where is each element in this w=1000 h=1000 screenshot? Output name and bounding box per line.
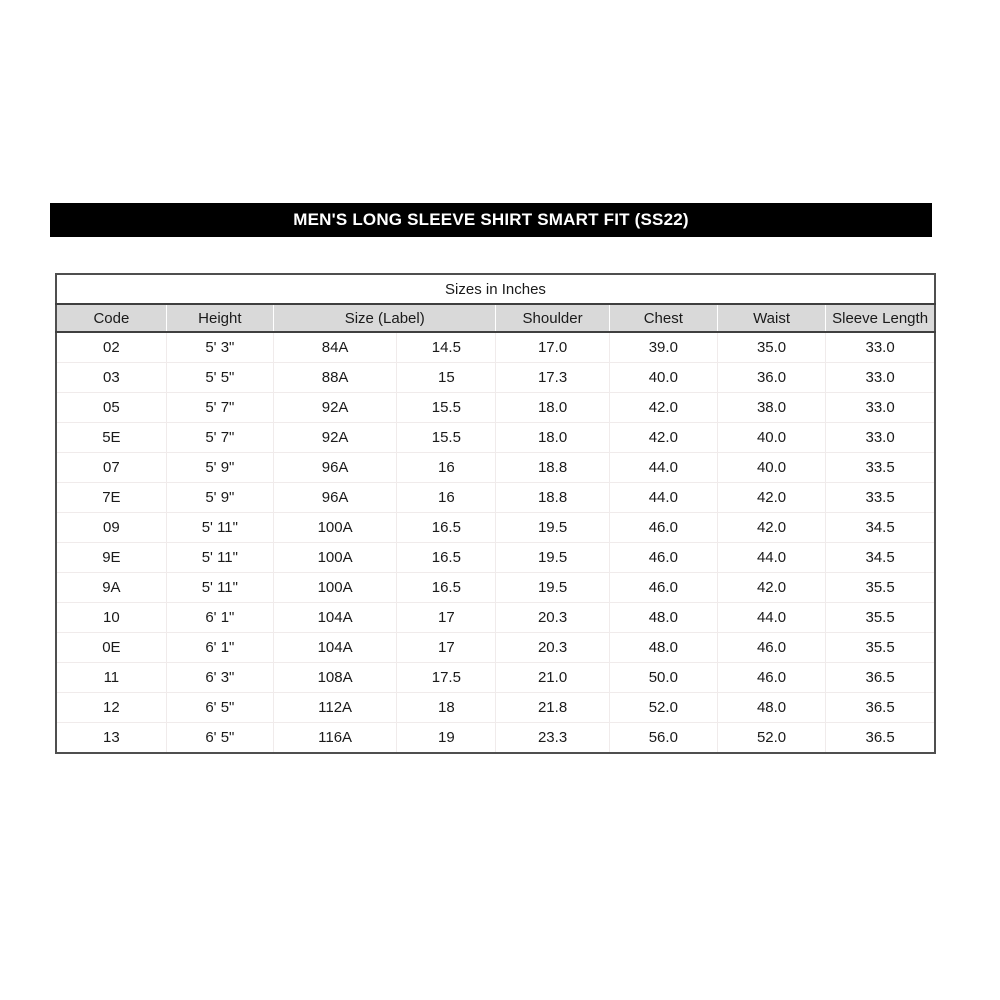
table-cell: 50.0 <box>609 663 717 693</box>
table-cell: 18.0 <box>496 393 609 423</box>
table-row <box>56 393 935 423</box>
table-cell: 35.5 <box>826 633 935 663</box>
table-cell: 52.0 <box>717 723 825 754</box>
table-cell: 44.0 <box>609 453 717 483</box>
table-cell: 84A <box>273 332 396 363</box>
table-cell: 34.5 <box>826 513 935 543</box>
table-cell: 16.5 <box>397 513 496 543</box>
table-cell: 44.0 <box>717 603 825 633</box>
table-cell: 56.0 <box>609 723 717 754</box>
table-caption-row <box>56 274 935 304</box>
table-cell: 02 <box>103 339 120 356</box>
table-row <box>56 693 935 723</box>
table-cell: 104A <box>273 633 396 663</box>
table-cell: 05 <box>56 393 166 423</box>
table-cell: 40.0 <box>609 363 717 393</box>
table-cell: 40.0 <box>717 453 825 483</box>
table-cell: 21.0 <box>496 663 609 693</box>
column-header-sleeve-length: Sleeve Length <box>826 304 935 332</box>
table-cell: 03 <box>56 363 166 393</box>
table-cell: 19.5 <box>496 543 609 573</box>
page-title: MEN'S LONG SLEEVE SHIRT SMART FIT (SS22) <box>293 210 689 229</box>
table-cell: 19.5 <box>496 513 609 543</box>
table-cell: 07 <box>56 453 166 483</box>
table-row <box>56 663 935 693</box>
table-row <box>56 423 935 453</box>
table-cell: 46.0 <box>717 663 825 693</box>
table-header-row <box>56 304 935 332</box>
table-cell: 16.5 <box>397 543 496 573</box>
table-cell: 16 <box>397 483 496 513</box>
table-cell: 33.0 <box>826 363 935 393</box>
table-cell: 33.0 <box>826 332 935 363</box>
table-cell: 9A <box>56 573 166 603</box>
table-cell: 20.3 <box>496 603 609 633</box>
table-cell: 17.5 <box>397 663 496 693</box>
table-cell: 6' 5" <box>166 723 273 754</box>
table-cell: 42.0 <box>717 513 825 543</box>
table-cell: 18 <box>397 693 496 723</box>
size-table-body <box>56 332 935 753</box>
table-cell: 48.0 <box>609 603 717 633</box>
table-cell: 44.0 <box>609 483 717 513</box>
table-cell: 5' 11" <box>166 573 273 603</box>
table-cell: 15.5 <box>397 393 496 423</box>
table-cell: 44.0 <box>717 543 825 573</box>
table-cell: 21.8 <box>496 693 609 723</box>
table-cell: 96A <box>273 483 396 513</box>
table-cell: 14.5 <box>397 332 496 363</box>
table-cell: 52.0 <box>609 693 717 723</box>
table-cell: 48.0 <box>609 633 717 663</box>
table-cell: 6' 5" <box>166 693 273 723</box>
table-cell: 0E <box>56 633 166 663</box>
table-cell: 33.5 <box>826 453 935 483</box>
table-cell: 34.5 <box>826 543 935 573</box>
table-cell: 100A <box>273 513 396 543</box>
table-row <box>56 603 935 633</box>
table-cell: 116A <box>273 723 396 754</box>
table-cell: 17.3 <box>496 363 609 393</box>
table-cell: 17.0 <box>496 332 609 363</box>
table-cell: 5' 7" <box>166 393 273 423</box>
table-cell: 19.5 <box>496 573 609 603</box>
table-cell: 5' 5" <box>166 363 273 393</box>
table-cell: 6' 1" <box>166 603 273 633</box>
column-header-waist: Waist <box>717 304 825 332</box>
table-cell: 35.5 <box>826 603 935 633</box>
table-cell: 88A <box>273 363 396 393</box>
table-cell: 48.0 <box>717 693 825 723</box>
table-cell: 38.0 <box>717 393 825 423</box>
table-cell: 5' 11" <box>166 513 273 543</box>
table-cell: 11 <box>56 663 166 693</box>
size-chart-container <box>55 273 936 754</box>
table-row <box>56 483 935 513</box>
table-cell: 46.0 <box>717 633 825 663</box>
table-cell: 5' 3" <box>166 332 273 363</box>
table-cell: 18.8 <box>496 453 609 483</box>
table-row <box>56 363 935 393</box>
table-row <box>56 543 935 573</box>
table-cell: 35.0 <box>717 332 825 363</box>
table-cell: 100A <box>273 543 396 573</box>
table-cell: 36.5 <box>826 663 935 693</box>
table-cell: 46.0 <box>609 513 717 543</box>
table-cell: 36.5 <box>826 693 935 723</box>
table-cell: 15.5 <box>397 423 496 453</box>
table-row <box>56 723 935 754</box>
table-cell: 108A <box>273 663 396 693</box>
table-cell: 39.0 <box>609 332 717 363</box>
table-row <box>56 573 935 603</box>
table-cell: 5' 9" <box>166 453 273 483</box>
table-cell: 10 <box>56 603 166 633</box>
table-cell: 20.3 <box>496 633 609 663</box>
table-cell: 6' 3" <box>166 663 273 693</box>
table-cell: 40.0 <box>717 423 825 453</box>
table-row <box>56 633 935 663</box>
column-header-code: Code <box>56 304 166 332</box>
title-banner <box>50 203 932 237</box>
table-cell: 5' 7" <box>166 423 273 453</box>
table-cell: 13 <box>56 723 166 754</box>
table-cell: 36.5 <box>826 723 935 754</box>
table-cell: 9E <box>56 543 166 573</box>
table-cell: 36.0 <box>717 363 825 393</box>
table-cell: 33.0 <box>826 393 935 423</box>
table-cell: 104A <box>273 603 396 633</box>
table-cell: 16 <box>397 453 496 483</box>
table-cell: 19 <box>397 723 496 754</box>
column-header-height: Height <box>166 304 273 332</box>
table-cell: 5' 11" <box>166 543 273 573</box>
table-cell: 17 <box>397 633 496 663</box>
table-cell: 42.0 <box>717 573 825 603</box>
table-cell: 42.0 <box>609 393 717 423</box>
table-cell: 17 <box>397 603 496 633</box>
table-cell: 12 <box>56 693 166 723</box>
table-cell: 46.0 <box>609 543 717 573</box>
table-cell: 112A <box>273 693 396 723</box>
table-cell: 92A <box>273 423 396 453</box>
table-cell: 46.0 <box>609 573 717 603</box>
table-cell: 42.0 <box>609 423 717 453</box>
table-cell: 92A <box>273 393 396 423</box>
table-cell: 6' 1" <box>166 633 273 663</box>
table-row <box>56 513 935 543</box>
table-row <box>56 453 935 483</box>
column-header-shoulder: Shoulder <box>496 304 609 332</box>
table-cell: 18.0 <box>496 423 609 453</box>
column-header-size-label: Size (Label) <box>273 304 495 332</box>
table-row <box>56 332 935 363</box>
table-caption: Sizes in Inches <box>56 274 935 304</box>
table-cell: 5E <box>56 423 166 453</box>
table-cell: 33.5 <box>826 483 935 513</box>
table-cell: 18.8 <box>496 483 609 513</box>
column-header-chest: Chest <box>609 304 717 332</box>
table-cell: 100A <box>273 573 396 603</box>
table-cell: 09 <box>56 513 166 543</box>
size-chart-table <box>55 273 936 754</box>
table-cell: 15 <box>397 363 496 393</box>
table-cell: 5' 9" <box>166 483 273 513</box>
table-cell: 42.0 <box>717 483 825 513</box>
table-cell: 23.3 <box>496 723 609 754</box>
table-cell: 96A <box>273 453 396 483</box>
table-cell: 16.5 <box>397 573 496 603</box>
table-cell: 35.5 <box>826 573 935 603</box>
table-cell: 33.0 <box>826 423 935 453</box>
table-cell: 7E <box>56 483 166 513</box>
